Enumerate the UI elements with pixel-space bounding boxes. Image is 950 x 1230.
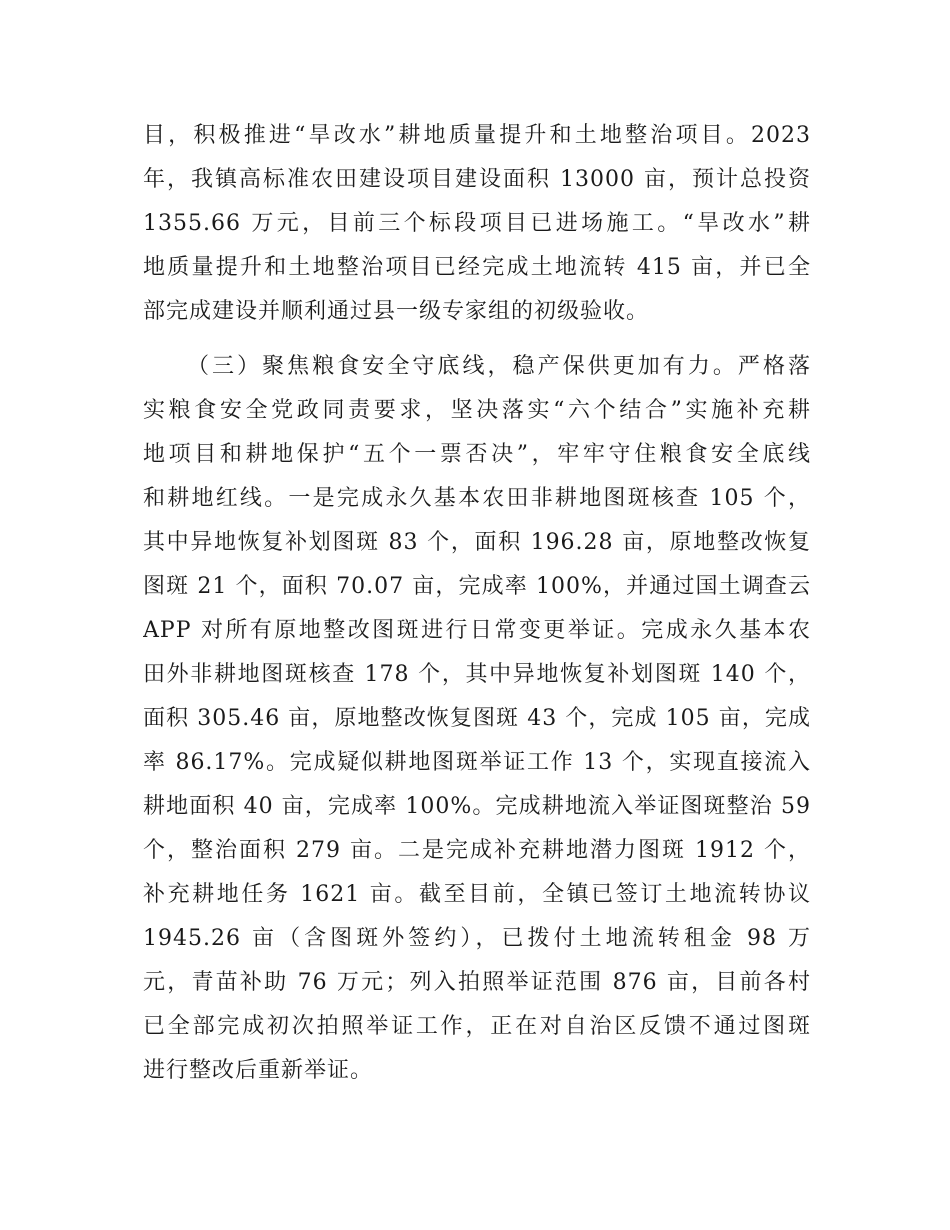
text-line: 进行整改后重新举证。 bbox=[143, 1058, 374, 1083]
text-line: 部完成建设并顺利通过县一级专家组的初级验收。 bbox=[143, 299, 650, 324]
text-line: APP 对所有原地整改图斑进行日常变更举证。完成永久基本农 bbox=[143, 618, 811, 643]
text-line: 已全部完成初次拍照举证工作，正在对自治区反馈不通过图斑 bbox=[143, 1014, 811, 1039]
text-line: 年，我镇高标准农田建设项目建设面积 13000 亩，预计总投资 bbox=[143, 167, 811, 192]
text-line: 元，青苗补助 76 万元；列入拍照举证范围 876 亩，目前各村 bbox=[143, 970, 811, 995]
text-line: 耕地面积 40 亩，完成率 100%。完成耕地流入举证图斑整治 59 bbox=[143, 794, 811, 819]
text-line: 1355.66 万元，目前三个标段项目已进场施工。“旱改水”耕 bbox=[143, 211, 811, 236]
paragraph-spacer bbox=[143, 334, 811, 345]
text-line: 个，整治面积 279 亩。二是完成补充耕地潜力图斑 1912 个， bbox=[143, 838, 811, 863]
text-line: 图斑 21 个，面积 70.07 亩，完成率 100%，并通过国土调查云 bbox=[143, 574, 811, 599]
text-line: 补充耕地任务 1621 亩。截至目前，全镇已签订土地流转协议 bbox=[143, 882, 811, 907]
section-heading-line: （三）聚焦粮食安全守底线，稳产保供更加有力。严格落 bbox=[187, 354, 811, 379]
text-line: 地项目和耕地保护“五个一票否决”，牢牢守住粮食安全底线 bbox=[143, 442, 811, 467]
text-line: 其中异地恢复补划图斑 83 个，面积 196.28 亩，原地整改恢复 bbox=[143, 530, 811, 555]
paragraph-2 bbox=[143, 345, 811, 1093]
text-line: 1945.26 亩（含图斑外签约），已拨付土地流转租金 98 万 bbox=[143, 926, 811, 951]
paragraph-1 bbox=[143, 114, 811, 334]
text-line: 率 86.17%。完成疑似耕地图斑举证工作 13 个，实现直接流入 bbox=[143, 750, 811, 775]
text-line: 目，积极推进“旱改水”耕地质量提升和土地整治项目。2023 bbox=[143, 123, 811, 148]
text-line: 面积 305.46 亩，原地整改恢复图斑 43 个，完成 105 亩，完成 bbox=[143, 706, 811, 731]
text-line: 地质量提升和土地整治项目已经完成土地流转 415 亩，并已全 bbox=[143, 255, 811, 280]
text-line: 实粮食安全党政同责要求，坚决落实“六个结合”实施补充耕 bbox=[143, 398, 811, 423]
document-body bbox=[143, 114, 811, 1093]
text-line: 田外非耕地图斑核查 178 个，其中异地恢复补划图斑 140 个， bbox=[143, 662, 811, 687]
text-line: 和耕地红线。一是完成永久基本农田非耕地图斑核查 105 个， bbox=[143, 486, 811, 511]
